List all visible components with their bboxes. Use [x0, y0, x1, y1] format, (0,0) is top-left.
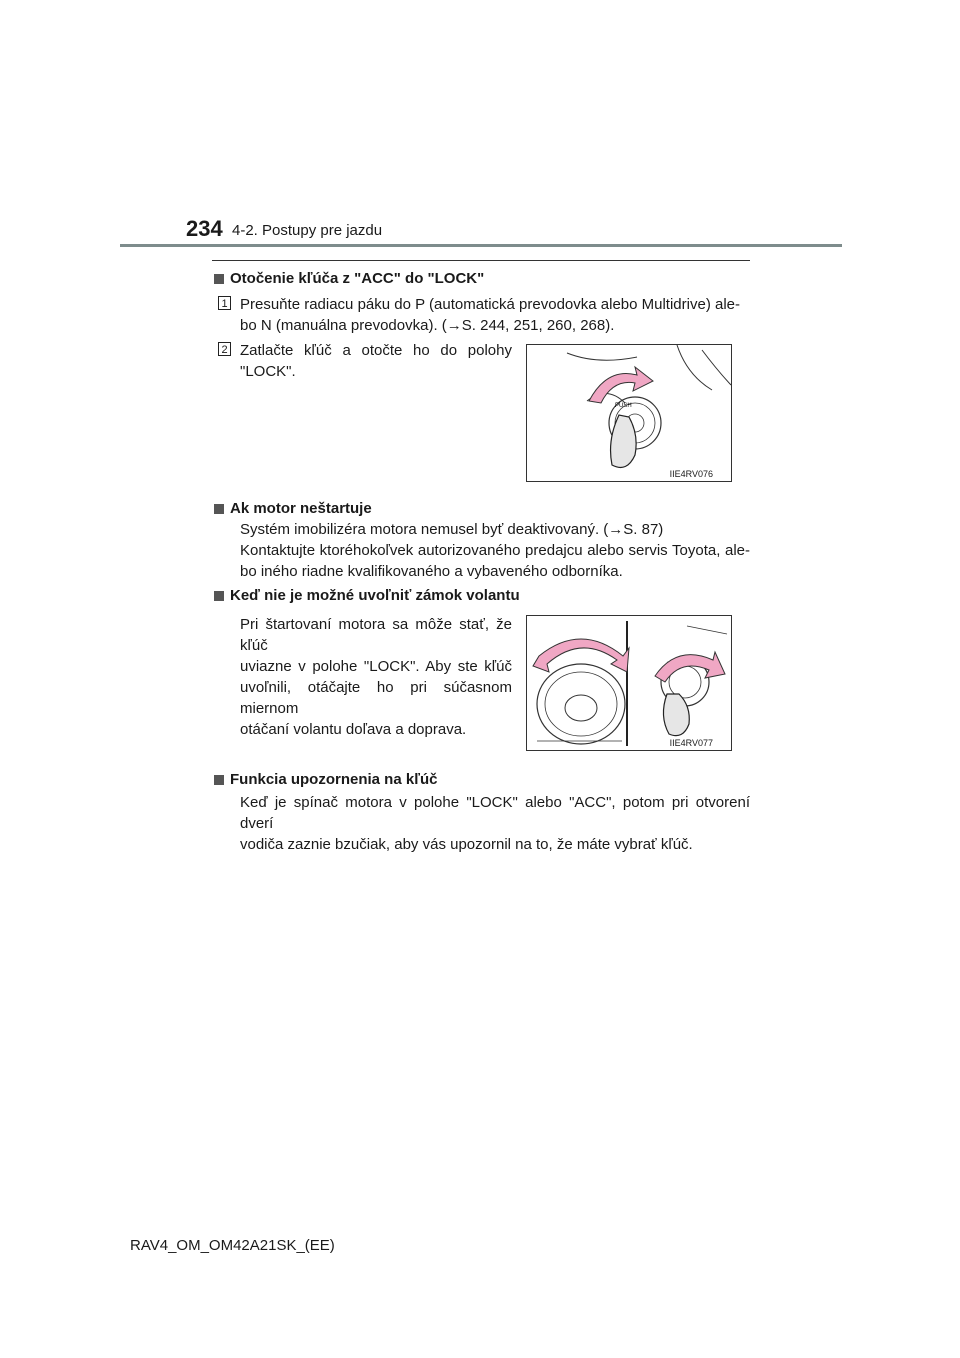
section-heading-engine-not-starting [214, 500, 372, 517]
figure-code: IIE4RV076 [669, 469, 713, 479]
section-heading-steering-lock [214, 587, 520, 604]
section-4-line-1: Keď je spínač motora v polohe "LOCK" alebo "ACC", potom pri otvorení dverí [240, 794, 750, 832]
ignition-key-illustration [527, 345, 732, 482]
document-code: RAV4_OM_OM42A21SK_(EE) [130, 1237, 335, 1254]
push-label: PUSH [615, 403, 632, 409]
section-2-body [240, 519, 750, 582]
section-4-line-2: vodiča zaznie bzučiak, aby vás upozornil na to, že máte vybrať kľúč. [240, 836, 693, 853]
heading-text: Funkcia upozornenia na kľúč [230, 771, 438, 788]
heading-bullet [214, 504, 224, 514]
step-2-line-1: Zatlačte kľúč a otočte ho do polohy [240, 342, 512, 359]
section-heading-key-reminder [214, 771, 437, 788]
header-rule [120, 244, 842, 247]
section-title: 4-2. Postupy pre jazdu [232, 222, 383, 239]
step-1-text [240, 294, 750, 336]
section-3-line-3: uvoľnili, otáčajte ho pri súčasnom miernom [240, 679, 512, 717]
section-heading-acc-to-lock [214, 270, 484, 287]
steering-key-illustration [527, 616, 732, 751]
figure-code: IIE4RV077 [669, 738, 713, 748]
step-number-1: 1 [218, 296, 231, 310]
heading-text: Otočenie kľúča z "ACC" do "LOCK" [230, 270, 485, 287]
heading-bullet [214, 274, 224, 284]
step-2-text [240, 340, 512, 382]
heading-bullet [214, 775, 224, 785]
step-1-line-2: bo N (manuálna prevodovka). (→S. 244, 251, 260, 268). [240, 317, 615, 334]
section-3-line-4: otáčaní volantu doľava a doprava. [240, 721, 467, 738]
section-2-line-1: Systém imobilizéra motora nemusel byť deaktivovaný. (→S. 87) [240, 521, 664, 538]
section-3-body [240, 614, 512, 740]
section-4-body [240, 792, 750, 855]
step-1-line-1: Presuňte radiacu páku do P (automatická prevodovka alebo Multidrive) ale- [240, 296, 740, 313]
step-2-line-2: "LOCK". [240, 363, 296, 380]
content-top-rule [212, 260, 750, 261]
figure-ignition-key-turn [526, 344, 732, 482]
section-3-line-2: uviazne v polohe "LOCK". Aby ste kľúč [240, 658, 512, 675]
heading-text: Ak motor neštartuje [230, 500, 372, 517]
heading-text: Keď nie je možné uvoľniť zámok volantu [230, 587, 520, 604]
heading-bullet [214, 591, 224, 601]
rotate-arrow-icon [589, 367, 653, 403]
steering-rotate-arrow-icon [533, 639, 629, 672]
section-3-line-1: Pri štartovaní motora sa môže stať, že kľúč [240, 616, 512, 654]
page-number: 234 [186, 216, 223, 241]
figure-steering-wheel-and-key [526, 615, 732, 751]
section-2-line-3: bo iného riadne kvalifikovaného a vybaveného odborníka. [240, 563, 623, 580]
step-number-2: 2 [218, 342, 231, 356]
section-2-line-2: Kontaktujte ktoréhokoľvek autorizovaného predajcu alebo servis Toyota, ale- [240, 542, 750, 559]
